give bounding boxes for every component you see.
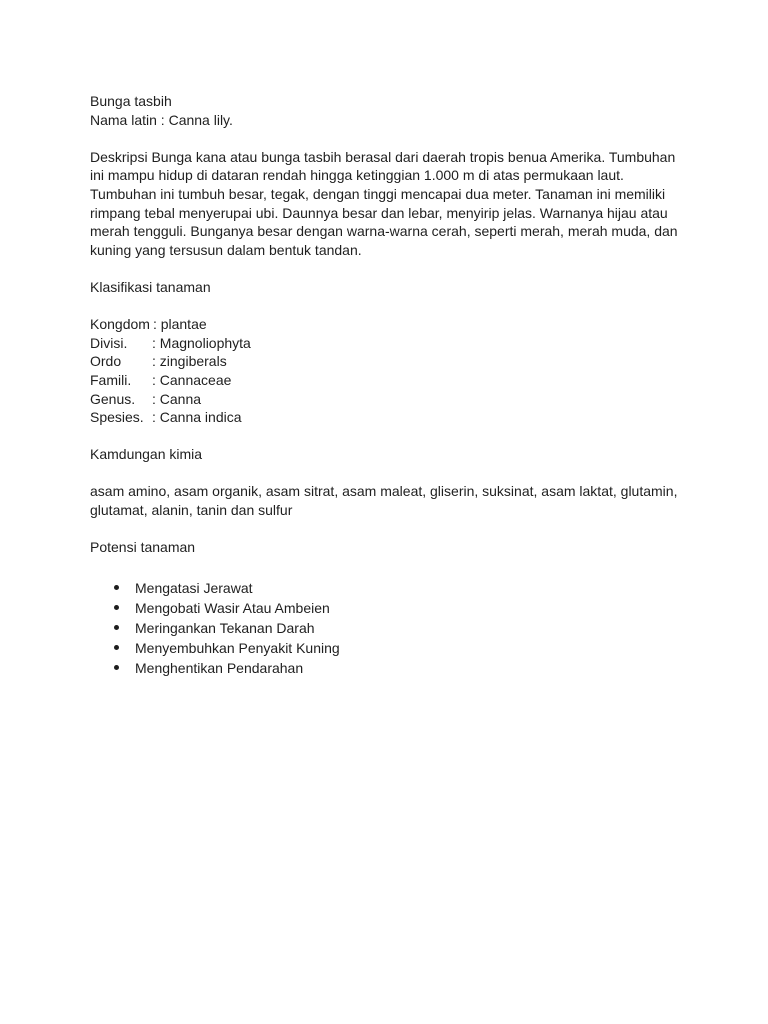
klasifikasi-value: : zingiberals [152,353,227,370]
klasifikasi-row [90,352,680,371]
klasifikasi-label: Spesies. [90,409,144,426]
klasifikasi-row [90,334,680,353]
klasifikasi-label: Ordo [90,353,122,370]
bullet-icon [114,665,119,670]
bullet-icon [114,605,119,610]
document-title: Bunga tasbih [90,93,172,109]
kandungan-paragraph [90,482,680,519]
list-item [90,598,680,618]
spacer [90,129,680,148]
spacer [90,259,680,278]
klasifikasi-row [90,390,680,409]
kandungan-heading: Kamdungan kimia [90,446,203,463]
bullet-icon [114,585,119,590]
klasifikasi-table [90,315,680,427]
klasifikasi-heading: Klasifikasi tanaman [90,278,211,295]
description-line: ini mampu hidup di dataran rendah hingga ketinggian 1.000 m di atas permukaan laut. [90,167,624,184]
document-page [90,92,680,678]
list-item [90,578,680,598]
description-paragraph [90,148,680,260]
list-item [90,658,680,678]
potensi-list [90,578,680,678]
potensi-heading: Potensi tanaman [90,539,196,556]
bullet-icon [114,625,119,630]
list-item-text: Meringankan Tekanan Darah [135,619,315,636]
spacer [90,520,680,539]
spacer [90,427,680,446]
spacer [90,464,680,483]
bullet-icon [114,645,119,650]
klasifikasi-value: : plantae [152,316,207,333]
klasifikasi-label: Kongdom [90,316,150,333]
list-item [90,638,680,658]
klasifikasi-value: : Cannaceae [152,371,232,388]
description-line: Deskripsi Bunga kana atau bunga tasbih berasal dari daerah tropis benua Amerika. Tumbuhan [90,148,676,165]
klasifikasi-value: : Canna indica [152,409,242,426]
spacer [90,557,680,578]
spacer [90,297,680,316]
list-item-text: Mengatasi Jerawat [135,579,253,596]
description-line: merah tengguli. Bunganya besar dengan warna-warna cerah, seperti merah, merah muda, dan [90,223,678,240]
latin-name: Nama latin : Canna lily. [90,111,233,128]
klasifikasi-label: Genus. [90,390,136,407]
klasifikasi-value: : Canna [152,390,202,407]
klasifikasi-value: : Magnoliophyta [152,334,251,351]
klasifikasi-row [90,315,680,334]
kandungan-line: glutamat, alanin, tanin dan sulfur [90,502,293,519]
kandungan-line: asam amino, asam organik, asam sitrat, asam maleat, gliserin, suksinat, asam laktat, glutamin, [90,483,678,500]
list-item-text: Menyembuhkan Penyakit Kuning [135,639,340,656]
klasifikasi-label: Famili. [90,371,132,388]
list-item-text: Mengobati Wasir Atau Ambeien [135,599,330,616]
klasifikasi-row [90,408,680,427]
klasifikasi-row [90,371,680,390]
list-item [90,618,680,638]
description-line: rimpang tebal menyerupai ubi. Daunnya besar dan lebar, menyirip jelas. Warnanya hijau atau [90,204,668,221]
description-line: kuning yang tersusun dalam bentuk tandan. [90,241,362,258]
description-line: Tumbuhan ini tumbuh besar, tegak, dengan tinggi mencapai dua meter. Tanaman ini memiliki [90,185,666,202]
list-item-text: Menghentikan Pendarahan [135,659,304,676]
klasifikasi-label: Divisi. [90,334,128,351]
